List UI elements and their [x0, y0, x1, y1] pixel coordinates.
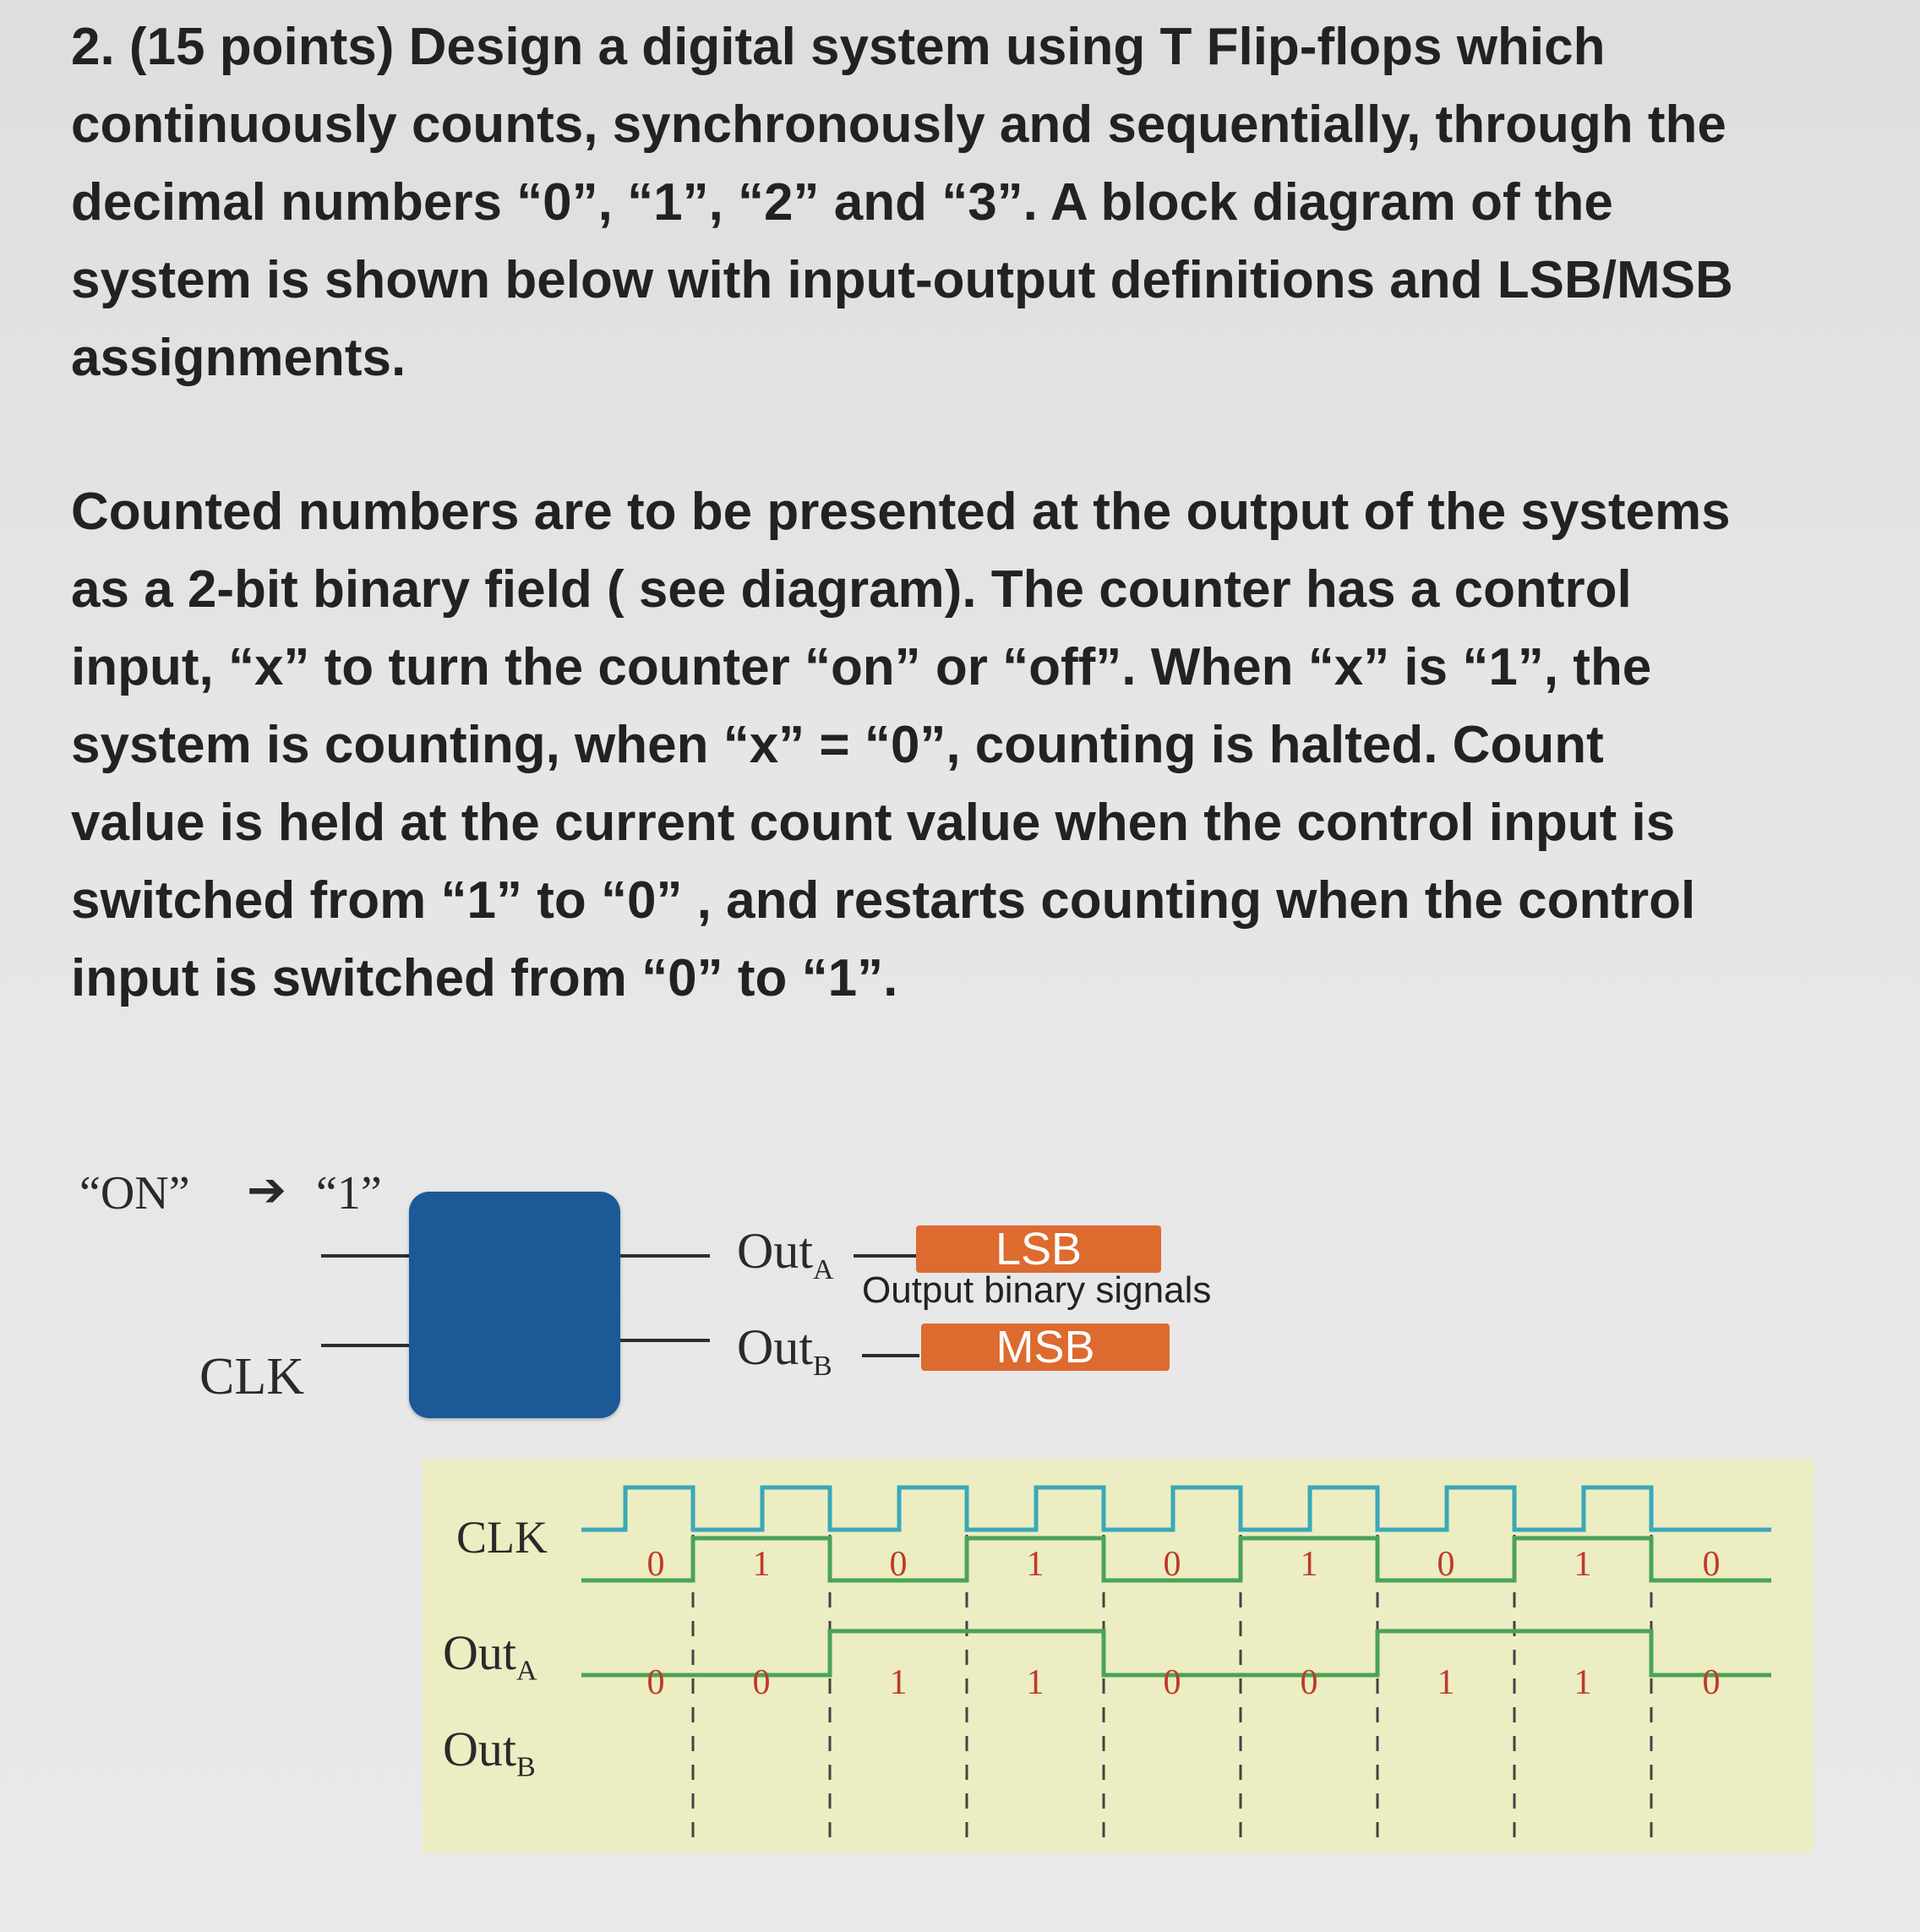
out-a-waveform-bit-label: 1 [752, 1545, 771, 1584]
problem-paragraph-2 [71, 473, 1812, 1018]
on-label: “ON” [79, 1167, 190, 1220]
out-b-waveform-bit-label: 0 [1300, 1663, 1318, 1702]
out-a-waveform-bit-label: 0 [1437, 1545, 1455, 1584]
clk-waveform [581, 1487, 1771, 1530]
out-b-wire [620, 1339, 710, 1342]
out-b-waveform-bit-label: 0 [1702, 1663, 1721, 1702]
msb-wire [862, 1354, 919, 1357]
text-line: assignments. [71, 329, 406, 387]
out-b-waveform-bit-label: 1 [1574, 1663, 1592, 1702]
text-line: switched from “1” to “0” , and restarts counting when the control [71, 871, 1696, 930]
out-a-waveform-bit-label: 0 [1163, 1545, 1181, 1584]
out-a-subscript: A [813, 1254, 834, 1285]
text-line: system is shown below with input-output definitions and LSB/MSB [71, 251, 1733, 309]
out-a-waveform-bit-label: 1 [1574, 1545, 1592, 1584]
text-line: decimal numbers “0”, “1”, “2” and “3”. A block diagram of the [71, 173, 1613, 232]
output-binary-signals-label: Output binary signals [862, 1269, 1212, 1311]
timing-clk-label: CLK [456, 1512, 548, 1563]
out-b-waveform-bit-label: 1 [1026, 1663, 1045, 1702]
out-a-label: Out$_A$ [737, 1223, 834, 1285]
timing-out-b-label: Out$_B$ [443, 1722, 536, 1783]
problem-paragraph-1 [71, 8, 1812, 397]
msb-tag: MSB [921, 1323, 1170, 1371]
out-b-label: Out$_B$ [737, 1319, 832, 1382]
out-a-waveform-bit-label: 0 [1702, 1545, 1721, 1584]
lsb-wire [854, 1254, 918, 1258]
clk-input-label: CLK [199, 1348, 304, 1405]
text-line: input, “x” to turn the counter “on” or “off”. When “x” is “1”, the [71, 638, 1652, 696]
waveforms [423, 1459, 1814, 1853]
lsb-tag: LSB [916, 1225, 1161, 1273]
x-input-wire [321, 1254, 411, 1258]
out-b-waveform-bit-label: 1 [1437, 1663, 1455, 1702]
timing-out-a-subscript: A [516, 1655, 537, 1687]
text-line: 2. (15 points) Design a digital system using T Flip-flops which [71, 18, 1606, 76]
out-a-waveform-bit-label: 0 [889, 1545, 908, 1584]
one-label: “1” [316, 1167, 382, 1220]
out-a-wire [620, 1254, 710, 1258]
out-b-waveform-bit-label: 0 [646, 1663, 665, 1702]
out-a-waveform-bit-label: 0 [646, 1545, 665, 1584]
text-line: as a 2-bit binary field ( see diagram). The counter has a control [71, 560, 1632, 619]
counter-block [409, 1192, 620, 1418]
timing-diagram [423, 1459, 1814, 1853]
out-b-waveform-bit-label: 1 [889, 1663, 908, 1702]
text-line: continuously counts, synchronously and sequentially, through the [71, 96, 1726, 154]
out-b-waveform-bit-label: 0 [1163, 1663, 1181, 1702]
out-b-waveform-bit-label: 0 [752, 1663, 771, 1702]
text-line: Counted numbers are to be presented at the output of the systems [71, 483, 1731, 541]
out-b-subscript: B [813, 1351, 832, 1382]
timing-out-b-subscript: B [516, 1751, 536, 1783]
clk-input-wire [321, 1344, 411, 1347]
timing-out-a-label: Out$_A$ [443, 1625, 537, 1687]
text-line: input is switched from “0” to “1”. [71, 949, 898, 1007]
text-line: value is held at the current count value when the control input is [71, 794, 1676, 852]
out-a-waveform-bit-label: 1 [1300, 1545, 1318, 1584]
out-a-waveform-bit-label: 1 [1026, 1545, 1045, 1584]
arrow-icon: ➔ [247, 1163, 286, 1218]
text-line: system is counting, when “x” = “0”, counting is halted. Count [71, 716, 1604, 774]
